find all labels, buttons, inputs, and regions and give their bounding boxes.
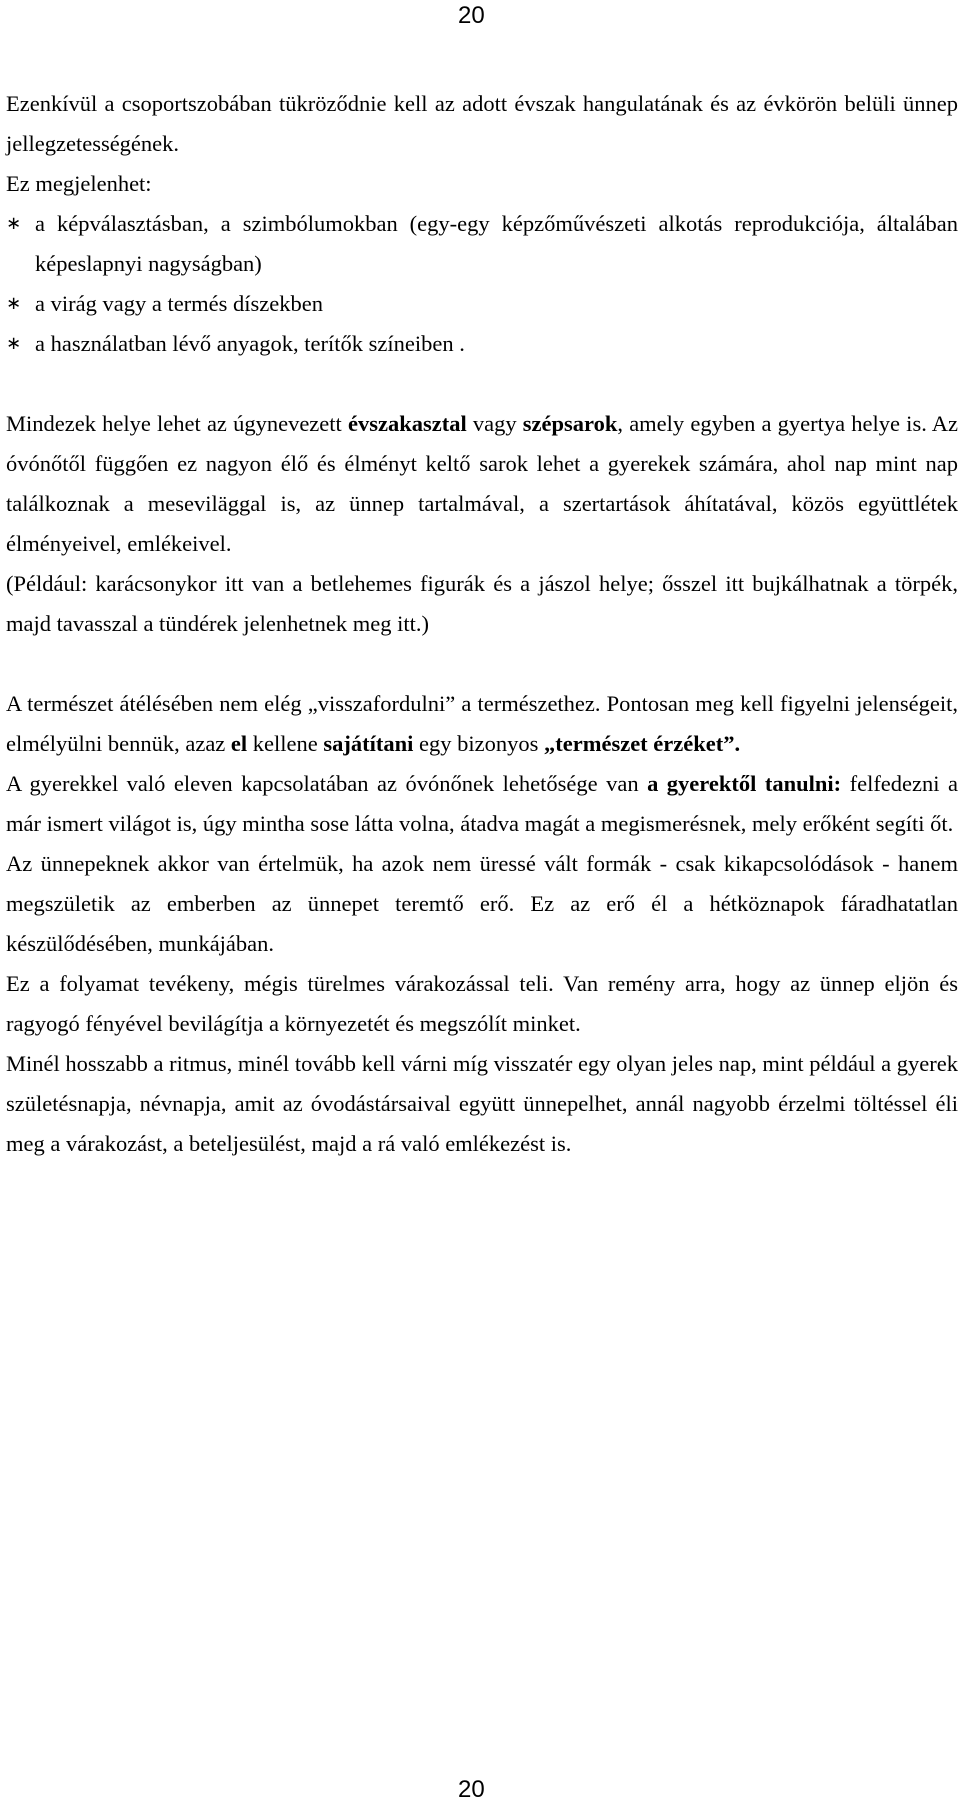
asterisk-bullet-icon: ∗ xyxy=(6,213,22,234)
list-item-text: a képválasztásban, a szimbólumokban (egy-egy képzőművészeti alkotás reprodukciója, általában képeslapnyi nagyságban) xyxy=(35,211,958,276)
list-item-text: a használatban lévő anyagok, terítők színeiben . xyxy=(35,331,465,356)
text-run: vagy xyxy=(466,411,523,436)
list-item xyxy=(6,284,958,324)
paragraph-learning xyxy=(6,764,958,844)
text-run: kellene xyxy=(247,731,324,756)
paragraph-seasonal-table xyxy=(6,404,958,564)
asterisk-bullet-icon: ∗ xyxy=(6,333,22,354)
paragraph-process: Ez a folyamat tevékeny, mégis türelmes várakozással teli. Van remény arra, hogy az ünnep eljön és ragyogó fényével bevilágítja a környezetét és megszólít minket. xyxy=(6,971,958,1036)
paragraph-list-lead: Ez megjelenhet: xyxy=(6,171,152,196)
paragraph-holidays-meaning: Az ünnepeknek akkor van értelmük, ha azok nem üressé vált formák - csak kikapcsolódások - hanem megszületik az emberben az ünnepet teremtő erő. Ez az erő él a hétköznapok fáradhatatlan készülődésében, munkájában. xyxy=(6,851,958,956)
asterisk-bullet-icon: ∗ xyxy=(6,293,22,314)
list-item-text: a virág vagy a termés díszekben xyxy=(35,291,324,316)
paragraph-intro: Ezenkívül a csoportszobában tükröződnie kell az adott évszak hangulatának és az évkörön belüli ünnep jellegzetességének. xyxy=(6,91,958,156)
document-body xyxy=(6,84,958,1164)
text-run: felfedezni a már ismert világot is, úgy mintha sose látta volna, átadva magát a megismerésnek, mely erőként segíti őt. xyxy=(6,771,958,836)
paragraph-example: (Például: karácsonykor itt van a betlehemes figurák és a jászol helye; ősszel itt bujkálhatnak a törpék, majd tavasszal a tündérek jelenhetnek meg itt.) xyxy=(6,571,958,636)
text-run: A gyerekkel való eleven kapcsolatában az óvónőnek lehetősége van xyxy=(6,771,648,796)
paragraph-rhythm: Minél hosszabb a ritmus, minél tovább kell várni míg visszatér egy olyan jeles nap, mint például a gyerek születésnapja, névnapja, amit az óvodástársaival együtt ünnepelhet, annál nagyobb érzelmi töltéssel éli meg a várakozást, a beteljesülést, majd a rá való emlékezést is. xyxy=(6,1051,958,1156)
bold-phrase-termeszet-erzeket: „természet érzéket”. xyxy=(544,731,741,756)
bold-word-sajatitani: sajátítani xyxy=(323,731,414,756)
bold-word-el: el xyxy=(230,731,248,756)
list-item xyxy=(6,204,958,284)
page-number-bottom: 20 xyxy=(458,1776,485,1803)
bold-term-szepsarok: szépsarok xyxy=(522,411,618,436)
text-run: Mindezek helye lehet az úgynevezett xyxy=(6,411,348,436)
paragraph-nature xyxy=(6,684,958,764)
page-number-top: 20 xyxy=(458,2,485,29)
bold-phrase-gyerektol-tanulni: a gyerektől tanulni: xyxy=(647,771,842,796)
text-run: egy bizonyos xyxy=(413,731,544,756)
bold-term-evszakasztal: évszakasztal xyxy=(347,411,467,436)
paragraph-spacer xyxy=(6,644,958,684)
text-run: A természet átélésében nem elég „visszafordulni” a természethez. Pontosan meg kell figyelni jelenségeit, elmélyülni bennük, azaz xyxy=(6,691,958,756)
list-item xyxy=(6,324,958,364)
text-run: , amely egyben a gyertya helye is. Az óvónőtől függően ez nagyon élő és élményt keltő sarok lehet a gyerekek számára, ahol nap mint nap találkoznak a meseviläggal is, az ünnep tartalmával, a szertartások áhítatával, közös együttlétek élményeivel, emlékeivel. xyxy=(6,411,958,556)
paragraph-spacer xyxy=(6,364,958,404)
